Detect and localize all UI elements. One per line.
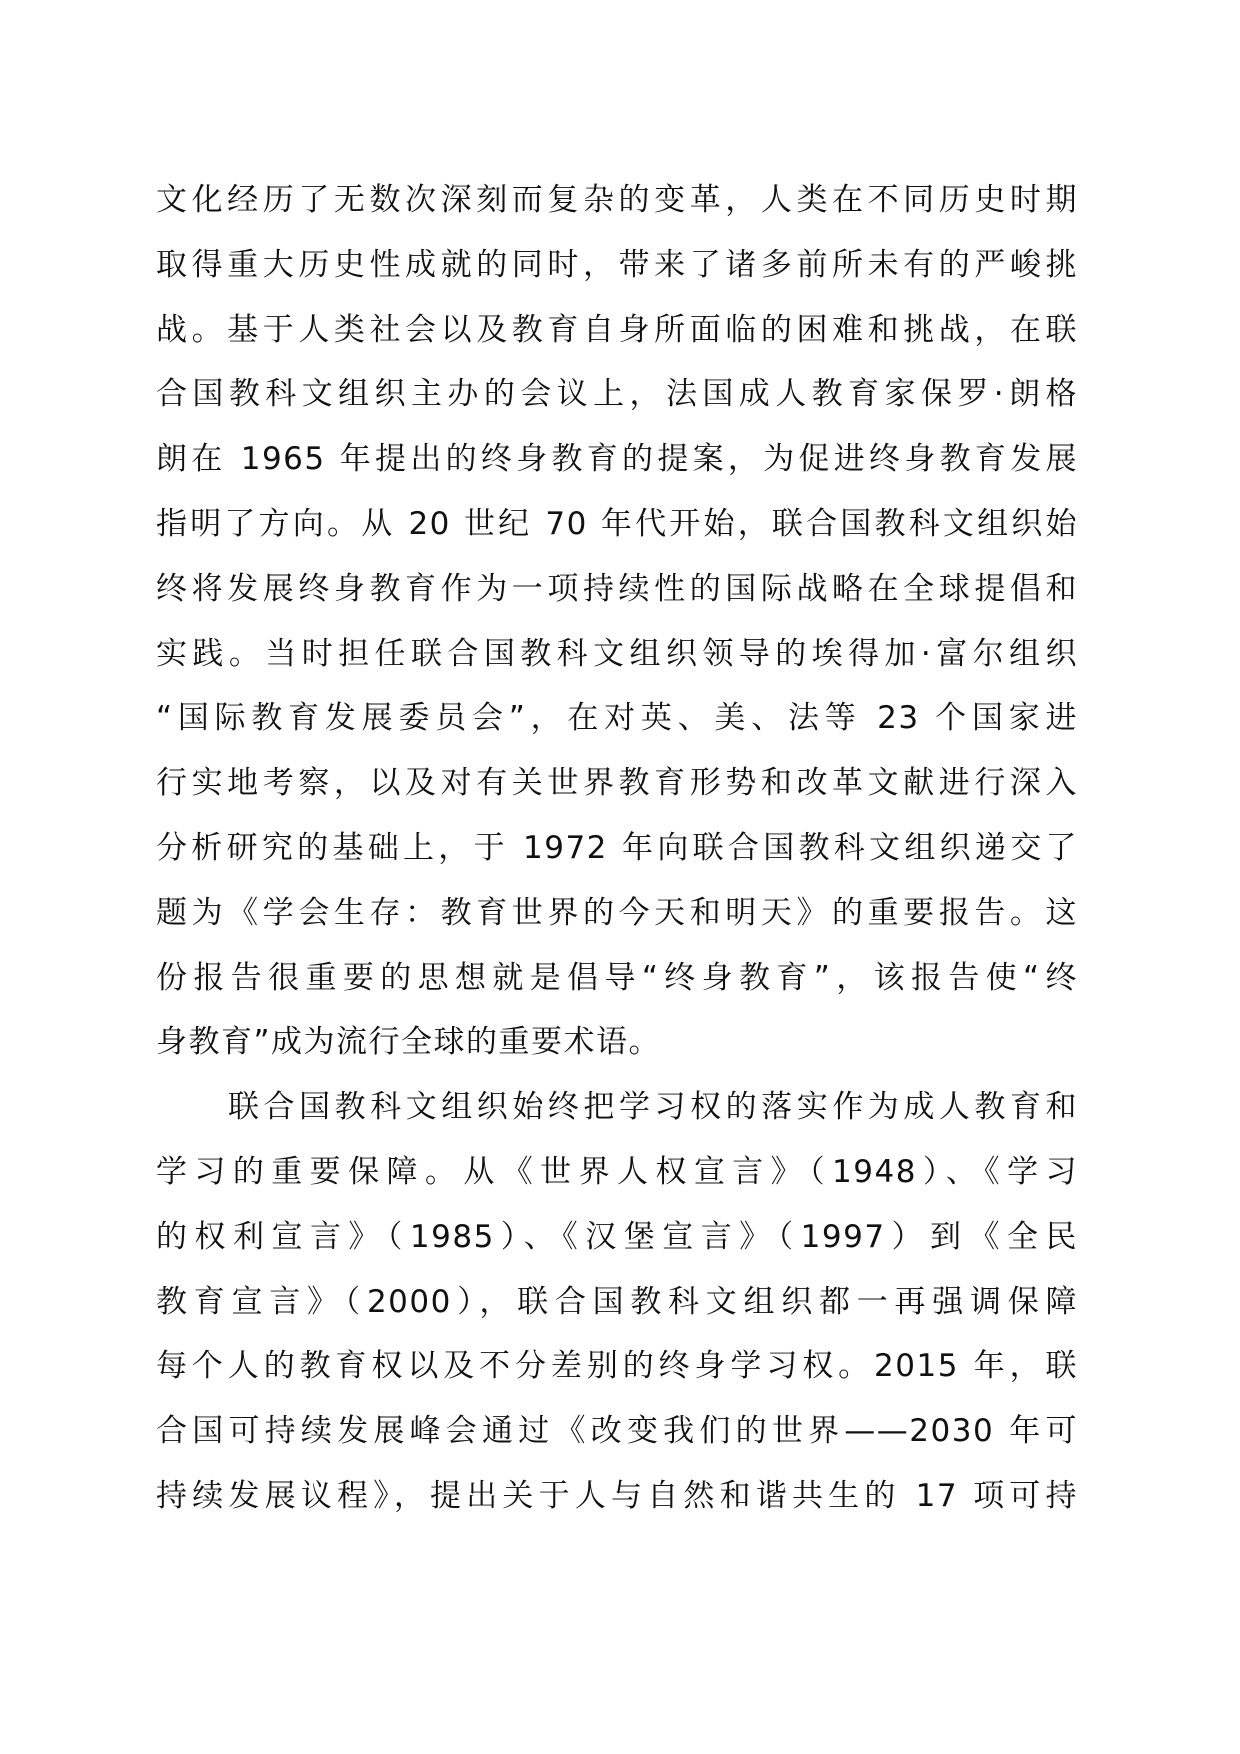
text-line: 份报告很重要的思想就是倡导“终身教育”，该报告使“终 xyxy=(156,959,1078,996)
text-line: 身教育”成为流行全球的重要术语。 xyxy=(156,1024,662,1061)
text-line: 题为《学会生存：教育世界的今天和明天》的重要报告。这 xyxy=(156,894,1078,931)
text-line: 分析研究的基础上，于 1972 年向联合国教科文组织递交了 xyxy=(156,829,1078,866)
text-line: 朗在 1965 年提出的终身教育的提案，为促进终身教育发展 xyxy=(156,441,1078,478)
paragraph-1 xyxy=(156,168,1078,1075)
text-line: 指明了方向。从 20 世纪 70 年代开始，联合国教科文组织始 xyxy=(156,505,1078,542)
text-line: “国际教育发展委员会”，在对英、美、法等 23 个国家进 xyxy=(156,700,1078,737)
text-line: 持续发展议程》，提出关于人与自然和谐共生的 17 项可持 xyxy=(156,1477,1078,1514)
text-line: 取得重大历史性成就的同时，带来了诸多前所未有的严峻挑 xyxy=(156,246,1078,283)
paragraph-2 xyxy=(156,1075,1078,1529)
text-line: 联合国教科文组织始终把学习权的落实作为成人教育和 xyxy=(228,1089,1078,1126)
text-line: 学习的重要保障。从《世界人权宣言》（1948）、《学习 xyxy=(156,1153,1078,1190)
text-line: 终将发展终身教育作为一项持续性的国际战略在全球提倡和 xyxy=(156,570,1078,607)
text-line: 教育宣言》（2000），联合国教科文组织都一再强调保障 xyxy=(156,1283,1078,1320)
text-line: 合国可持续发展峰会通过《改变我们的世界——2030 年可 xyxy=(156,1413,1078,1450)
text-line: 实践。当时担任联合国教科文组织领导的埃得加·富尔组织 xyxy=(156,635,1078,672)
text-line: 文化经历了无数次深刻而复杂的变革，人类在不同历史时期 xyxy=(156,182,1078,218)
text-line: 合国教科文组织主办的会议上，法国成人教育家保罗·朗格 xyxy=(156,376,1078,413)
text-line: 每个人的教育权以及不分差别的终身学习权。2015 年，联 xyxy=(156,1348,1078,1385)
text-line: 战。基于人类社会以及教育自身所面临的困难和挑战，在联 xyxy=(156,311,1078,348)
text-line: 行实地考察，以及对有关世界教育形势和改革文献进行深入 xyxy=(156,765,1078,802)
body-text xyxy=(156,168,1078,1529)
text-line: 的权利宣言》（1985）、《汉堡宣言》（1997）到《全民 xyxy=(156,1218,1078,1255)
